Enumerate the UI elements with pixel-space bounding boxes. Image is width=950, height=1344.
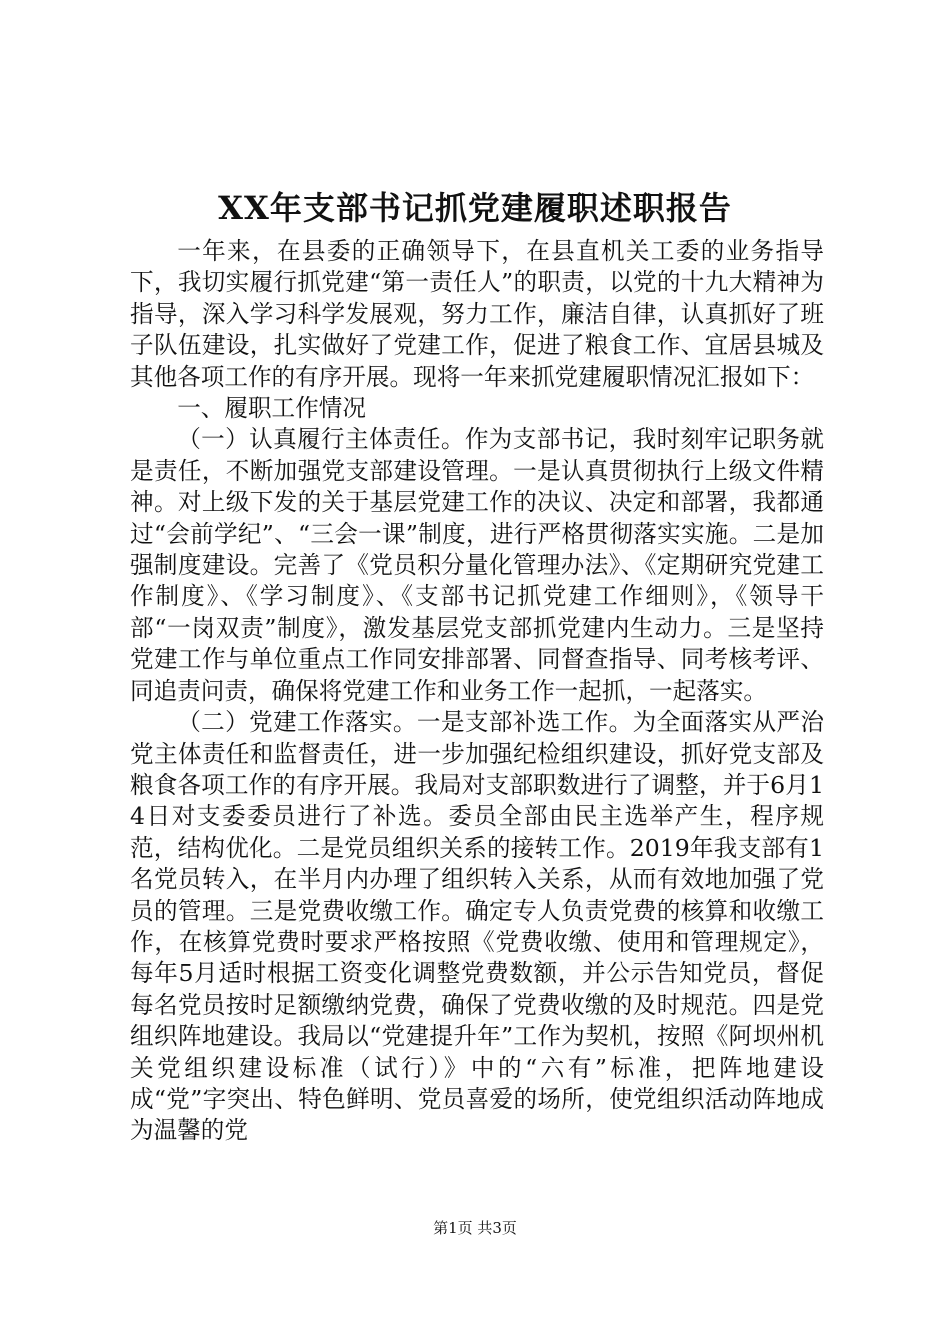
subsection-paragraph-2: （二）党建工作落实。一是支部补选工作。为全面落实从严治党主体责任和监督责任，进一步加强纪检组织建设，抓好党支部及粮食各项工作的有序开展。我局对支部职数进行了调整，并于6月14日对支委委员进行了补选。委员全部由民主选举产生，程序规范，结构优化。二是党员组织关系的接转工作。2019年我支部有1名党员转入，在半月内办理了组织转入关系，从而有效地加强了党员的管理。三是党费收缴工作。确定专人负责党费的核算和收缴工作，在核算党费时要求严格按照《党费收缴、使用和管理规定》，每年5月适时根据工资变化调整党费数额，并公示告知党员，督促每名党员按时足额缴纳党费，确保了党费收缴的及时规范。四是党组织阵地建设。我局以“党建提升年”工作为契机，按照《阿坝州机关党组织建设标准（试行）》中的“六有”标准，把阵地建设成“党”字突出、特色鲜明、党员喜爱的场所，使党组织活动阵地成为温馨的党	[130, 708, 824, 1145]
page-number-footer: 第1页 共3页	[433, 1219, 517, 1237]
document-title: XX年支部书记抓党建履职述职报告	[218, 189, 732, 227]
subsection-paragraph-1: （一）认真履行主体责任。作为支部书记，我时刻牢记职务就是责任，不断加强党支部建设管理。一是认真贯彻执行上级文件精神。对上级下发的关于基层党建工作的决议、决定和部署，我都通过“会前学纪”、“三会一课”制度，进行严格贯彻落实实施。二是加强制度建设。完善了《党员积分量化管理办法》、《定期研究党建工作制度》、《学习制度》、《支部书记抓党建工作细则》，《领导干部“一岗双责”制度》，激发基层党支部抓党建内生动力。三是坚持党建工作与单位重点工作同安排部署、同督查指导、同考核考评、同追责问责，确保将党建工作和业务工作一起抓，一起落实。	[130, 425, 824, 705]
section-heading: 一、履职工作情况	[177, 394, 366, 423]
document-body	[130, 236, 824, 1147]
intro-paragraph: 一年来，在县委的正确领导下，在县直机关工委的业务指导下，我切实履行抓党建“第一责任人”的职责，以党的十九大精神为指导，深入学习科学发展观，努力工作，廉洁自律，认真抓好了班子队伍建设，扎实做好了党建工作，促进了粮食工作、宜居县城及其他各项工作的有序开展。现将一年来抓党建履职情况汇报如下：	[130, 237, 824, 391]
